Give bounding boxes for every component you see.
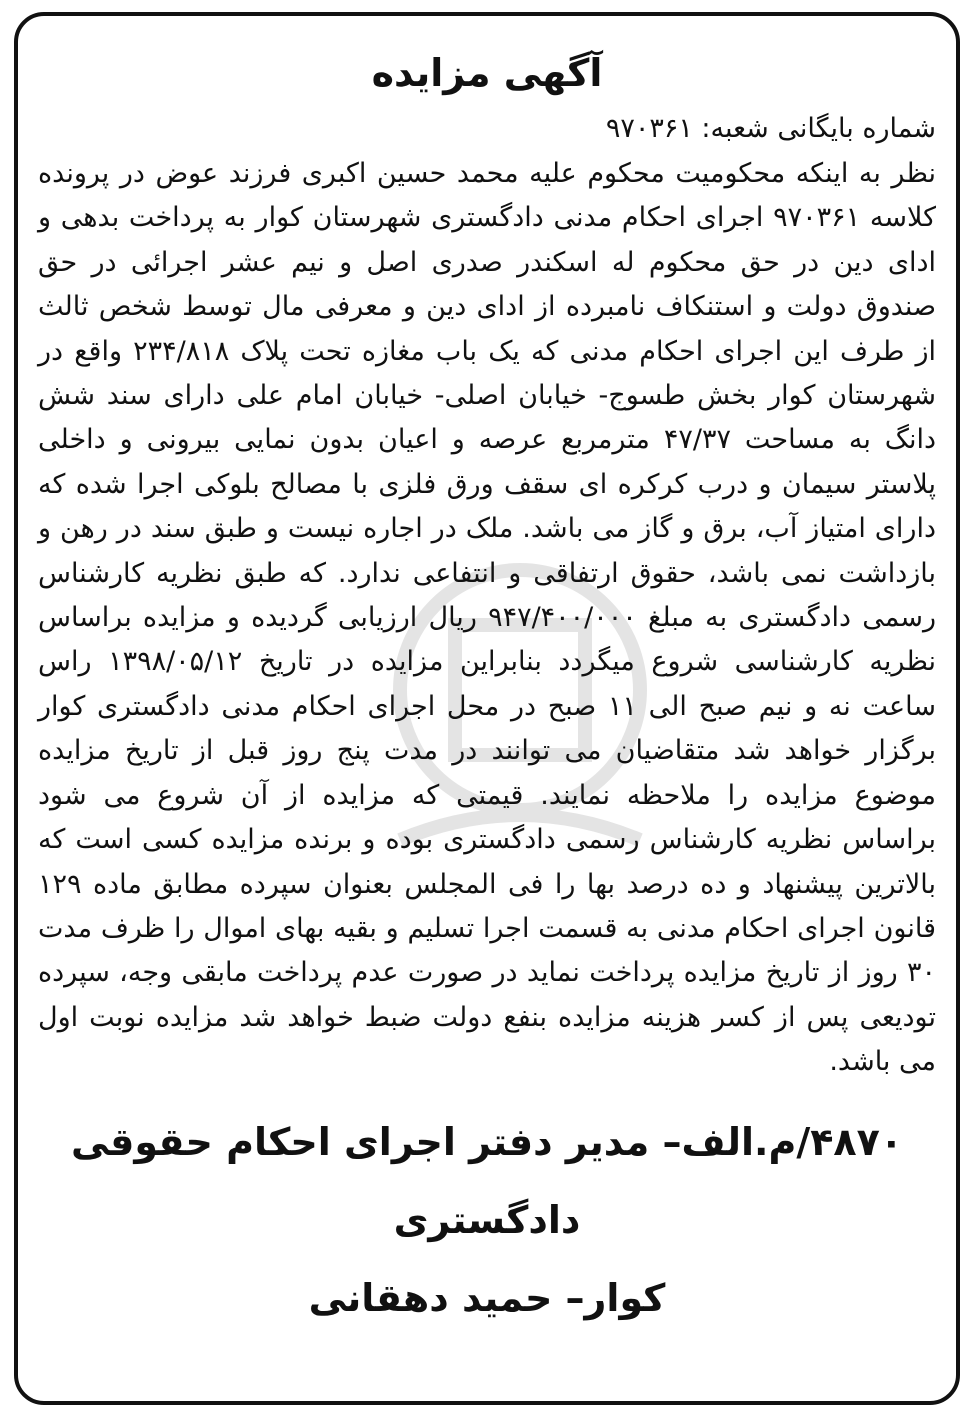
archive-number: شماره بایگانی شعبه: ۹۷۰۳۶۱ [605,113,936,144]
signature-line-2: کوار– حمید دهقانی [308,1275,666,1320]
signature-line-1: ۴۸۷۰/م.الف– مدیر دفتر اجرای احکام حقوقی دادگستری [71,1119,903,1242]
notice-body: نظر به اینکه محکومیت محکوم علیه محمد حسین اکبری فرزند عوض در پرونده کلاسه ۹۷۰۳۶۱ اجرای احکام مدنی دادگستری شهرستان کوار به پرداخت بدهی و ادای دین در حق محکوم له اسکندر صدری اصل و نیم عشر اجرائی در حق صندوق دولت و استنکاف نامبرده از ادای دین و معرفی مال توسط شخص ثالث از طرف این اجرای احکام مدنی که یک باب مغازه تحت پلاک ۲۳۴/۸۱۸ واقع در شهرستان کوار بخش طسوج- خیابان اصلی- خیابان امام علی دارای سند شش دانگ به مساحت ۴۷/۳۷ مترمربع عرصه و اعیان بدون نمایی بیرونی و داخلی پلاستر سیمان و درب کرکره ای سقف ورق فلزی با مصالح بلوکی اجرا شده که دارای امتیاز آب، برق و گاز می باشد. ملک در اجاره نیست و طبق سند در رهن و بازداشت نمی باشد، حقوق ارتفاقی و انتفاعی ندارد. که طبق نظریه کارشناس رسمی دادگستری به مبلغ ۹۴۷/۴۰۰/۰۰۰ ریال ارزیابی گردیده و مزایده براساس نظریه کارشناسی شروع میگردد بنابراین مزایده در تاریخ ۱۳۹۸/۰۵/۱۲ راس ساعت نه و نیم صبح الی ۱۱ صبح در محل اجرای احکام مدنی دادگستری کوار برگزار خواهد شد متقاضیان می توانند در مدت پنج روز قبل از تاریخ مزایده موضوع مزایده را ملاحظه نمایند. قیمتی که مزایده از آن شروع می شود براساس نظریه کارشناس رسمی دادگستری بوده و برنده مزایده کسی است که بالاترین پیشنهاد و ده درصد بها را فی المجلس بعنوان سپرده مطابق ماده ۱۲۹ قانون اجرای احکام مدنی به قسمت اجرا تسلیم و بقیه بهای اموال را ظرف مدت ۳۰ روز از تاریخ مزایده پرداخت نماید در صورت عدم پرداخت مابقی وجه، سپرده تودیعی پس از کسر هزینه مزایده بنفع دولت ضبط خواهد شد مزایده نوبت اول می باشد. [38,158,937,1078]
notice-title: آگهی مزایده [371,51,603,95]
signature-block [38,1103,936,1337]
notice-content [38,40,936,1337]
